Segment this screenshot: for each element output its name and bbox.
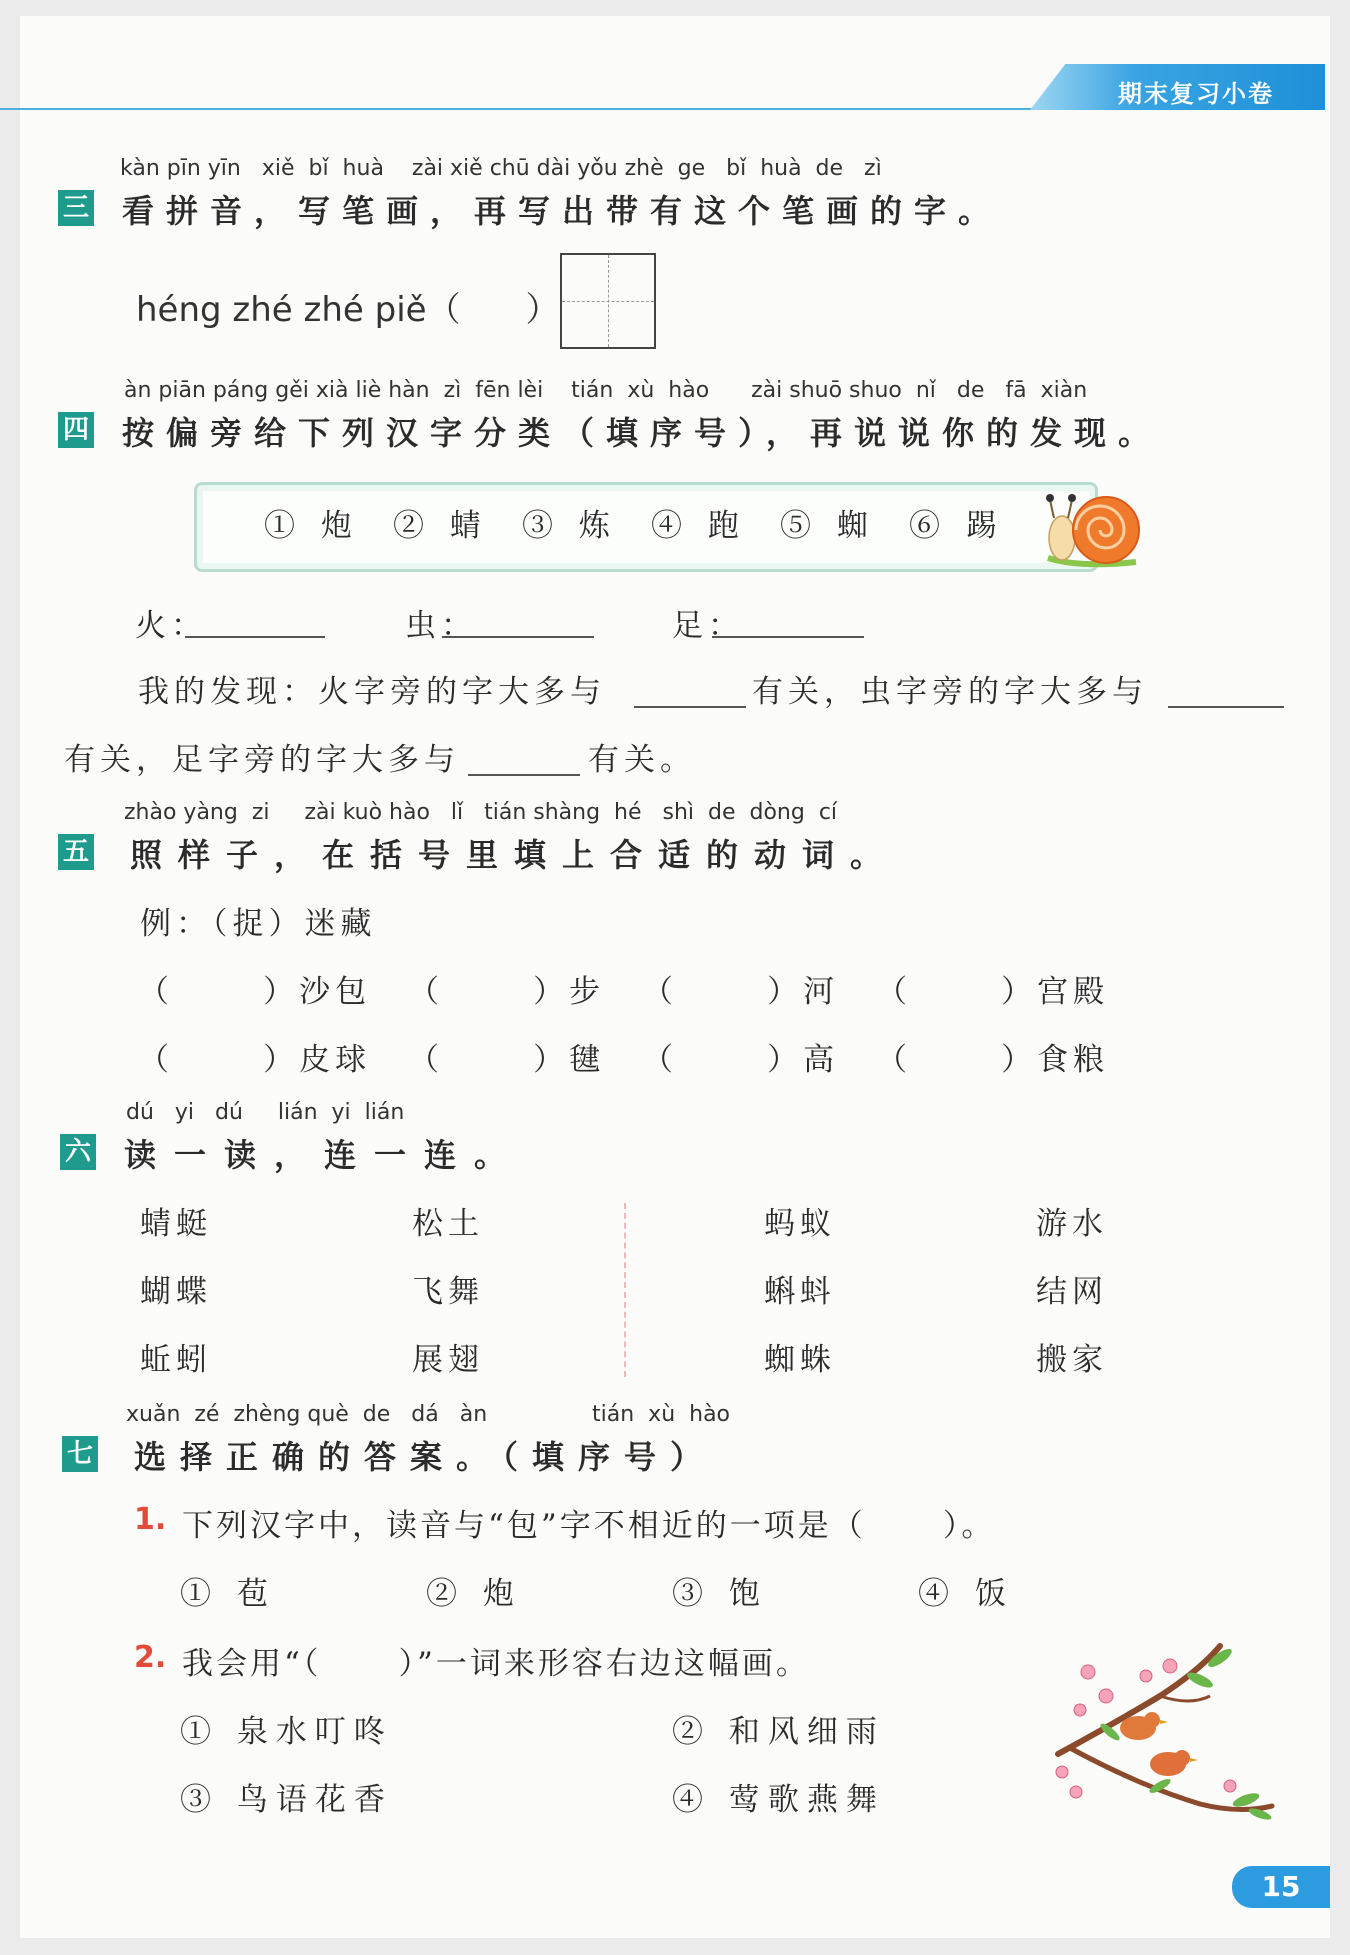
radical-insect-answer-line[interactable] [442,636,594,638]
option-char-2: ② 蜻 [393,508,489,544]
question-1-text: 下列汉字中，读音与“包”字不相近的一项是（ ）。 [182,1508,996,1544]
s7-number-badge: 七 [62,1436,98,1472]
radical-foot-label: 足： [672,608,744,644]
option-char-3: ③ 炼 [522,508,618,544]
option-char-5: ⑤ 蜘 [780,508,876,544]
question-2-text: 我会用“（ ）”一词来形容右边这幅画。 [182,1646,810,1682]
q1-option-1[interactable]: ① 苞 [180,1576,276,1612]
s7-heading: 选择正确的答案。（填序号） [134,1438,717,1476]
bird-branch-illustration [1050,1636,1280,1826]
verb-blank-7[interactable]: （ ）高 [642,1042,840,1078]
s6-pinyin: dú yi dú lián yi lián [126,1100,405,1125]
q2-option-3[interactable]: ③ 鸟语花香 [180,1782,393,1818]
finding-blank-3[interactable] [468,774,580,776]
question-2-number: 2. [134,1640,167,1675]
finding-text-1b: 有关，虫字旁的字大多与 [752,674,1148,710]
s7-pinyin: xuǎn zé zhèng què de dá àn tián xù hào [126,1402,731,1427]
s6-heading: 读一读，连一连。 [124,1136,525,1174]
match-word-3-1[interactable]: 蚂蚁 [764,1206,836,1242]
match-word-3-2[interactable]: 蝌蚪 [764,1274,836,1310]
stroke-pinyin-prompt: héng zhé zhé piě（ ） [136,290,560,330]
question-1-number: 1. [134,1502,167,1537]
tian-grid-writing-box[interactable] [560,253,656,349]
radical-insect-label: 虫： [405,608,477,644]
header-title: 期末复习小卷 [1118,80,1274,108]
q1-option-2[interactable]: ② 炮 [426,1576,522,1612]
finding-blank-1[interactable] [634,706,746,708]
s3-pinyin: kàn pīn yīn xiě bǐ huà zài xiě chū dài yǒu zhè ge bǐ huà de zì [120,156,882,181]
verb-blank-3[interactable]: （ ）河 [642,974,840,1010]
verb-blank-6[interactable]: （ ）毽 [408,1042,606,1078]
match-word-4-1[interactable]: 游水 [1036,1206,1108,1242]
snail-illustration [1040,482,1150,572]
radical-fire-label: 火： [135,608,207,644]
match-word-2-3[interactable]: 展翅 [412,1342,484,1378]
s3-heading: 看拼音，写笔画，再写出带有这个笔画的字。 [122,192,1003,230]
finding-text-2b: 有关。 [588,742,696,778]
s5-heading: 照样子，在括号里填上合适的动词。 [130,836,899,874]
match-word-1-2[interactable]: 蝴蝶 [140,1274,212,1310]
verb-blank-8[interactable]: （ ）食粮 [876,1042,1110,1078]
q2-option-1[interactable]: ① 泉水叮咚 [180,1714,393,1750]
s5-example: 例：（捉）迷藏 [140,906,377,942]
verb-blank-4[interactable]: （ ）宫殿 [876,974,1110,1010]
option-char-6: ⑥ 踢 [909,508,1005,544]
page-number: 15 [1232,1866,1330,1908]
match-word-4-3[interactable]: 搬家 [1036,1342,1108,1378]
match-divider [624,1203,626,1377]
radical-foot-answer-line[interactable] [712,636,864,638]
verb-blank-1[interactable]: （ ）沙包 [138,974,372,1010]
q2-option-2[interactable]: ② 和风细雨 [672,1714,885,1750]
s5-pinyin: zhào yàng zi zài kuò hào lǐ tián shàng hé shì de dòng cí [124,800,838,825]
match-word-1-1[interactable]: 蜻蜓 [140,1206,212,1242]
option-char-1: ① 炮 [264,508,360,544]
s6-number-badge: 六 [60,1134,96,1170]
finding-blank-2[interactable] [1168,706,1284,708]
q1-option-4[interactable]: ④ 饭 [918,1576,1014,1612]
option-char-4: ④ 跑 [651,508,747,544]
s5-number-badge: 五 [58,834,94,870]
s4-heading: 按偏旁给下列汉字分类（填序号），再说说你的发现。 [122,414,1163,452]
radical-fire-answer-line[interactable] [185,636,325,638]
s4-pinyin: àn piān páng gěi xià liè hàn zì fēn lèi tián xù hào zài shuō shuo nǐ de fā xiàn [124,378,1088,403]
match-word-2-1[interactable]: 松土 [412,1206,484,1242]
finding-text-2a: 有关，足字旁的字大多与 [64,742,460,778]
match-word-4-2[interactable]: 结网 [1036,1274,1108,1310]
s4-number-badge: 四 [58,412,94,448]
match-word-3-3[interactable]: 蜘蛛 [764,1342,836,1378]
verb-blank-2[interactable]: （ ）步 [408,974,606,1010]
finding-text-1a: 我的发现：火字旁的字大多与 [138,674,606,710]
q1-option-3[interactable]: ③ 饱 [672,1576,768,1612]
q2-option-4[interactable]: ④ 莺歌燕舞 [672,1782,885,1818]
verb-blank-5[interactable]: （ ）皮球 [138,1042,372,1078]
match-word-2-2[interactable]: 飞舞 [412,1274,484,1310]
match-word-1-3[interactable]: 蚯蚓 [140,1342,212,1378]
s3-number-badge: 三 [58,190,94,226]
